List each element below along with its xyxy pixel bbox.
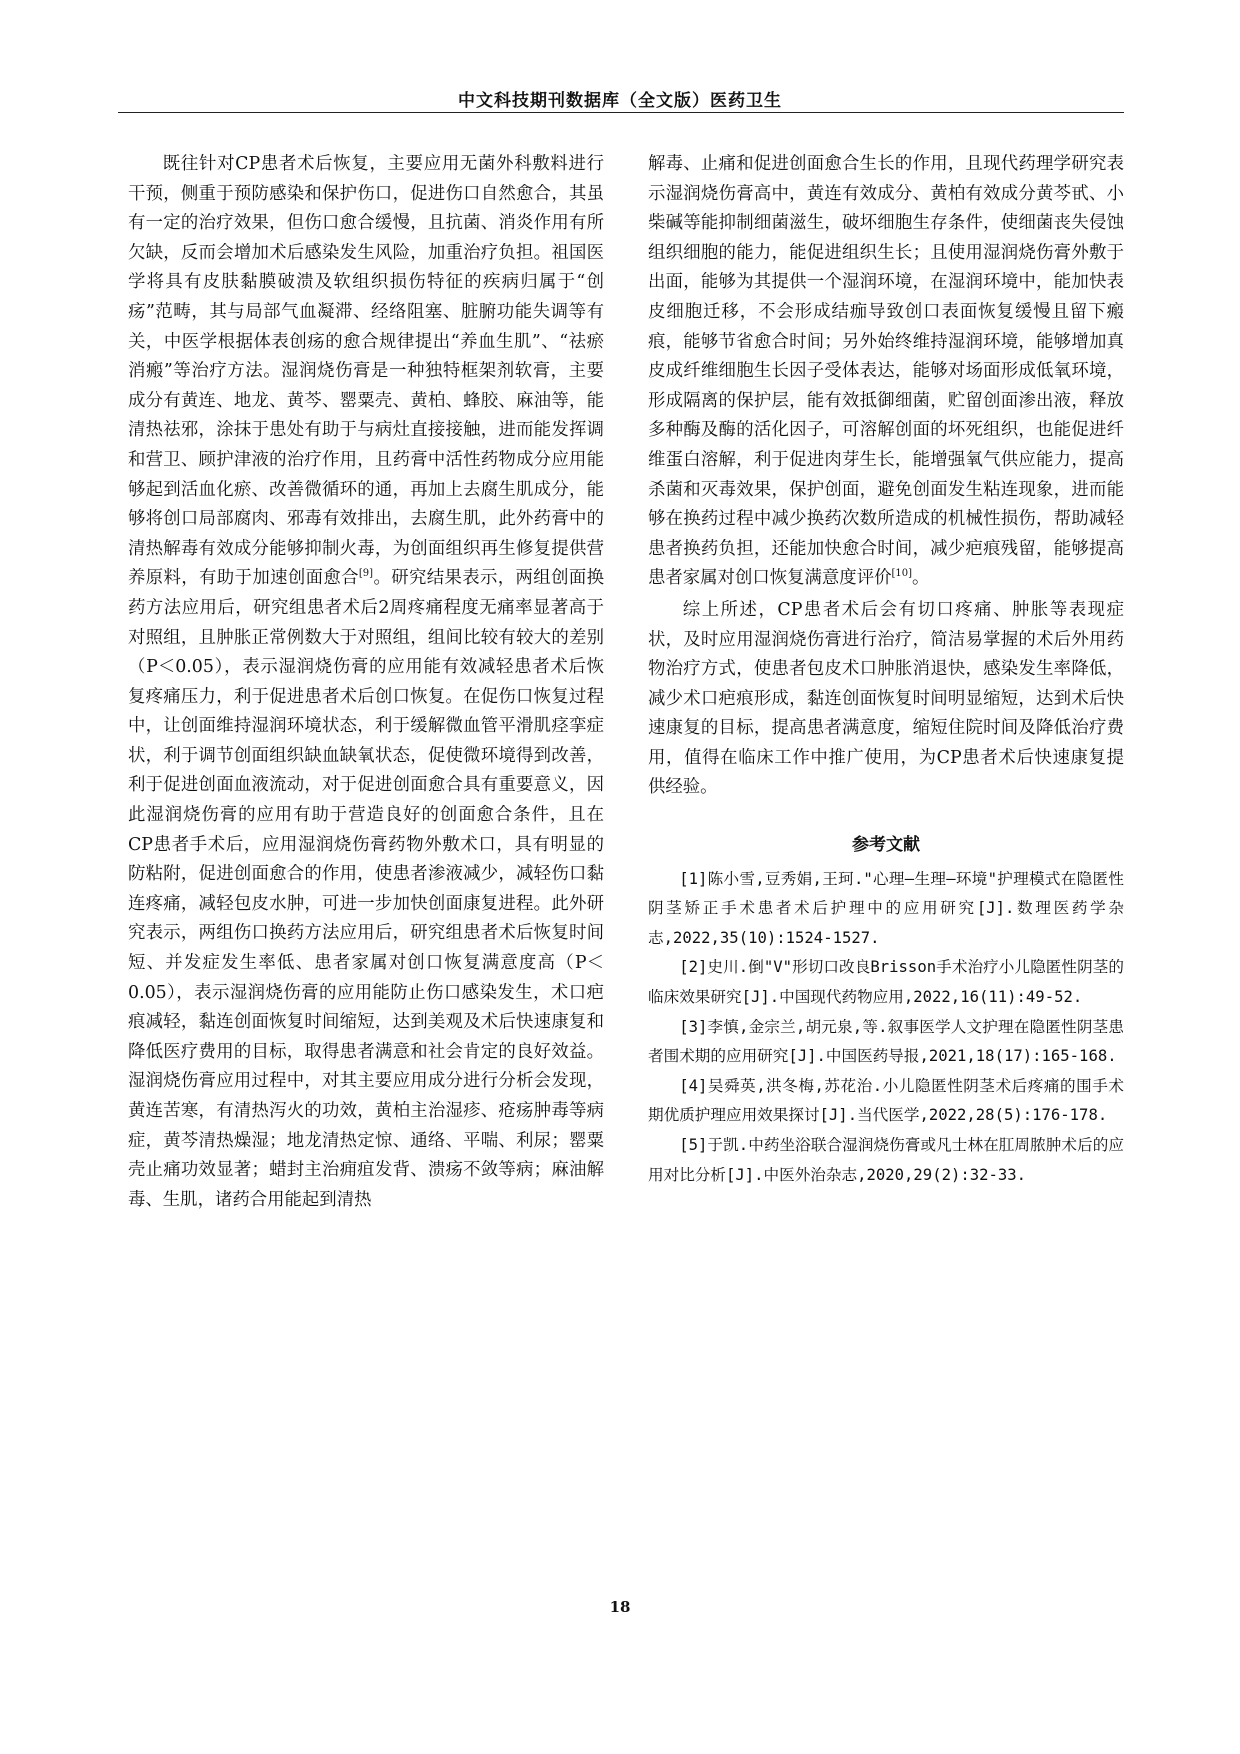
right-column: [648, 150, 1124, 1190]
page-number: 18: [609, 1598, 631, 1616]
reference-item-3: [3]李慎,金宗兰,胡元泉,等.叙事医学人文护理在隐匿性阴茎患者围术期的应用研究[J].中国医药导报,2021,18(17):165-168.: [648, 1017, 1124, 1066]
reference-item-4: [4]吴舜英,洪冬梅,苏花治.小儿隐匿性阴茎术后疼痛的围手术期优质护理应用效果探讨[J].当代医学,2022,28(5):176-178.: [648, 1076, 1124, 1125]
reference-item-2: [2]史川.倒"V"形切口改良Brisson手术治疗小儿隐匿性阴茎的临床效果研究[J].中国现代药物应用,2022,16(11):49-52.: [648, 958, 1124, 1007]
reference-item-5: [5]于凯.中药坐浴联合湿润烧伤膏或凡士林在肛周脓肿术后的应用对比分析[J].中医外治杂志,2020,29(2):32-33.: [648, 1136, 1124, 1184]
discussion-continued-tail: 。: [912, 568, 930, 589]
discussion-paragraph: [128, 150, 604, 1215]
discussion-text-tail: 。研究结果表示，两组创面换药方法应用后，研究组患者术后2周疼痛程度无痛率显著高于对照组，且肿胀正常例数大于对照组，组间比较有较大的差别（P＜0.05），表示湿润烧伤膏的应用能有效减轻患者术后恢复疼痛压力，利于促进患者术后创口恢复。在促伤口恢复过程中，让创面维持湿润环境状态，利于缓解微血管平滑肌痉挛症状，利于调节创面组织缺血缺氧状态，促使微环境得到改善，利于促进创面血液流动，对于促进创面愈合具有重要意义，因此湿润烧伤膏的应用有助于营造良好的创面愈合条件，且在CP患者手术后，应用湿润烧伤膏药物外敷术口，具有明显的防粘附，促进创面愈合的作用，使患者渗液减少，减轻伤口黏连疼痛，减轻包皮水肿，可进一步加快创面康复进程。此外研究表示，两组伤口换药方法应用后，研究组患者术后恢复时间短、并发症发生率低、患者家属对创口恢复满意度高（P＜0.05），表示湿润烧伤膏的应用能防止伤口感染发生，术口疤痕减轻，黏连创面恢复时间缩短，达到美观及术后快速康复和降低医疗费用的目标，取得患者满意和社会肯定的良好效益。湿润烧伤膏应用过程中，对其主要应用成分进行分析会发现，黄连苦寒，有清热泻火的功效，黄柏主治湿疹、疮疡肿毒等病症，黄芩清热燥湿；地龙清热定惊、通络、平喘、利尿；罂粟壳止痛功效显著；蜡封主治痈疽发背、溃疡不敛等病；麻油解毒、生肌，诸药合用能起到清热: [128, 568, 604, 1210]
conclusion-paragraph: 综上所述，CP患者术后会有切口疼痛、肿胀等表现症状，及时应用湿润烧伤膏进行治疗，简洁易掌握的术后外用药物治疗方式，使患者包皮术口肿胀消退快，感染发生率降低，减少术口疤痕形成，黏连创面恢复时间明显缩短，达到术后快速康复的目标，提高患者满意度，缩短住院时间及降低治疗费用，值得在临床工作中推广使用，为CP患者术后快速康复提供经验。: [648, 599, 1124, 798]
left-column: [128, 150, 604, 1215]
discussion-text: 既往针对CP患者术后恢复，主要应用无菌外科敷料进行干预，侧重于预防感染和保护伤口，促进伤口自然愈合，其虽有一定的治疗效果，但伤口愈合缓慢，且抗菌、消炎作用有所欠缺，反而会增加术后感染发生风险，加重治疗负担。祖国医学将具有皮肤黏膜破溃及软组织损伤特征的疾病归属于“创疡”范畴，其与局部气血凝滞、经络阻塞、脏腑功能失调等有关，中医学根据体表创疡的愈合规律提出“养血生肌”、“祛瘀消瘢”等治疗方法。湿润烧伤膏是一种独特框架剂软膏，主要成分有黄连、地龙、黄芩、罂粟壳、黄柏、蜂胶、麻油等，能清热祛邪，涂抹于患处有助于与病灶直接接触，进而能发挥调和营卫、顾护津液的治疗作用，且药膏中活性药物成分应用能够起到活血化瘀、改善微循环的通，再加上去腐生肌成分，能够将创口局部腐肉、邪毒有效排出，去腐生肌，此外药膏中的清热解毒有效成分能够抑制火毒，为创面组织再生修复提供营养原料，有助于加速创面愈合: [128, 154, 604, 589]
header-divider: [118, 112, 1124, 113]
citation-9[interactable]: [9]: [358, 568, 374, 580]
reference-item-1: [1]陈小雪,豆秀娟,王珂."心理—生理—环境"护理模式在隐匿性阴茎矫正手术患者术后护理中的应用研究[J].数理医药学杂志,2022,35(10):1524-1527.: [648, 869, 1124, 947]
references-heading: 参考文献: [852, 835, 920, 856]
journal-header-title: 中文科技期刊数据库（全文版）医药卫生: [458, 91, 782, 111]
discussion-continued-paragraph: [648, 150, 1124, 594]
discussion-continued-text: 解毒、止痛和促进创面愈合生长的作用，且现代药理学研究表示湿润烧伤膏高中，黄连有效成分、黄柏有效成分黄芩甙、小柴碱等能抑制细菌滋生，破坏细胞生存条件，使细菌丧失侵蚀组织细胞的能力，能促进组织生长；且使用湿润烧伤膏外敷于出面，能够为其提供一个湿润环境，在湿润环境中，能加快表皮细胞迁移，不会形成结痂导致创口表面恢复缓慢且留下瘢痕，能够节省愈合时间；另外始终维持湿润环境，能够增加真皮成纤维细胞生长因子受体表达，能够对场面形成低氧环境，形成隔离的保护层，能有效抵御细菌，贮留创面渗出液，释放多种酶及酶的活化因子，可溶解创面的坏死组织，也能促进纤维蛋白溶解，利于促进肉芽生长，能增强氧气供应能力，提高杀菌和灭毒效果，保护创面，避免创面发生粘连现象，进而能够在换药过程中减少换药次数所造成的机械性损伤，帮助减轻患者换药负担，还能加快愈合时间，减少疤痕残留，能够提高患者家属对创口恢复满意度评价: [648, 154, 1124, 589]
references-list: [648, 865, 1124, 1191]
citation-10[interactable]: [10]: [891, 568, 913, 580]
